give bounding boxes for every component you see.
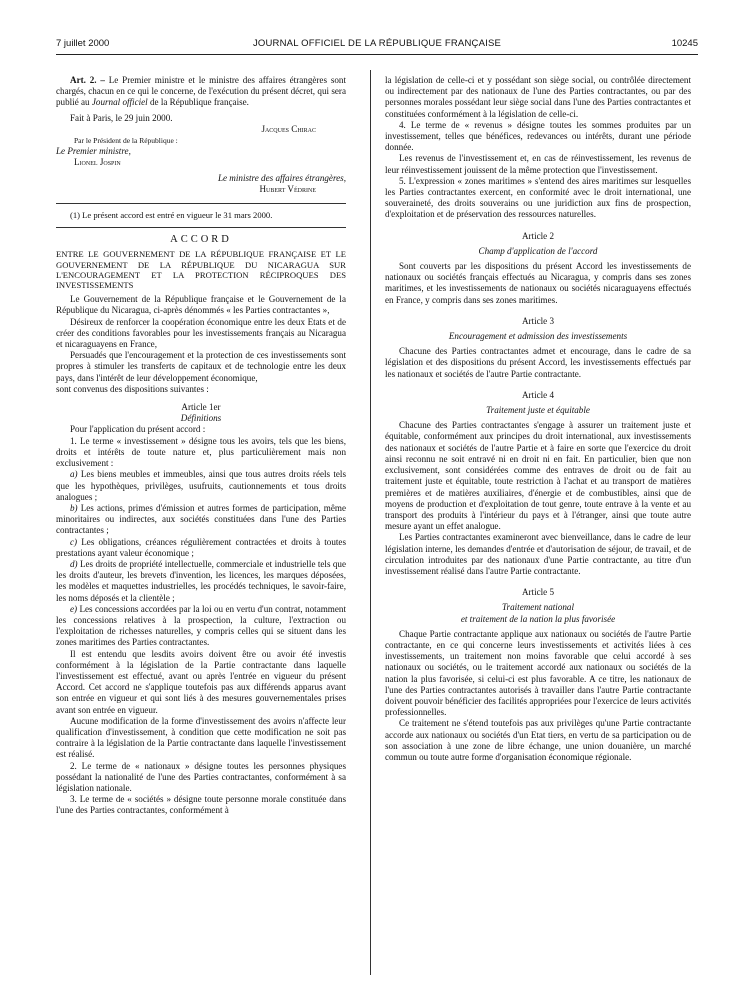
preamble-gouvernement: Le Gouvernement de la République française et le Gouvernement de la République du Nicaragua, ci-après dénommés « les Parties contractantes »,	[56, 294, 346, 316]
art2-text-b: de la République française.	[147, 97, 249, 108]
art2-text-a: Le Premier ministre et le ministre des affaires étrangères sont chargés, chacun en ce qui le concerne, de l'exécution du présent décret, qui sera publié au	[56, 75, 346, 108]
article-2-decree	[56, 75, 346, 109]
definition-2: 2. Le terme de « nationaux » désigne toutes les personnes physiques possédant la nationalité de l'une des Parties contractantes, conformément à sa législation nationale.	[56, 760, 346, 793]
page-header	[56, 38, 698, 54]
signature-vedrine: Hubert Védrine	[259, 183, 316, 194]
def-d-label: d)	[70, 558, 78, 569]
premier-ministre-label: Le Premier ministre,	[56, 146, 131, 157]
def-e-text: Les concessions accordées par la loi ou en vertu d'un contrat, notamment les concessions relatives à la prospection, la culture, l'extraction ou l'exploitation de richesses naturelles, y compris celles qui se situent dans les zones maritimes des Parties contractantes.	[56, 603, 346, 648]
preamble-persuades: Persuadés que l'encouragement et la protection de ces investissements sont propres à stimuler les transferts de capitaux et de technologie entre les deux pays, dans l'intérêt de leur développement économique,	[56, 350, 346, 383]
article-5-text-1: Chaque Partie contractante applique aux nationaux ou sociétés de l'autre Partie contractante, en ce qui concerne leurs investissements et activités liées à ces investissements, un traitement non moins favorable que celui accordé à ses nationaux ou sociétés, ou le traitement accordé aux nationaux ou sociétés de la nation la plus favorisée, si celui-ci est plus favorable. A ce titre, les nationaux de l'une des Parties contractantes autorisés à travailler dans l'autre Partie contractante doivent pouvoir bénéficier des facilités appropriées pour l'exercice de leurs activités professionnelles.	[385, 628, 691, 718]
def-c-text: Les obligations, créances régulièrement contractées et droits à toutes prestations ayant valeur économique ;	[56, 536, 346, 558]
article-1-heading	[56, 402, 346, 413]
definition-a	[56, 469, 346, 503]
article-2-heading: Article 2	[521, 230, 555, 241]
definition-5: 5. L'expression « zones maritimes » s'entend des aires maritimes sur lesquelles les Parties contractantes exercent, en conformité avec le droit international, une souveraineté, des droits souverains ou une juridiction aux fins de prospection, d'exploitation et de préservation des ressources naturelles.	[385, 175, 691, 220]
definitions-title: Définitions	[180, 413, 222, 424]
ministre-ae-label: Le ministre des affaires étrangères,	[217, 172, 346, 183]
header-title: JOURNAL OFFICIEL DE LA RÉPUBLIQUE FRANÇAISE	[252, 38, 502, 49]
article-5-text-2: Ce traitement ne s'étend toutefois pas aux privilèges qu'une Partie contractante accorde aux nationaux ou sociétés d'un Etat tiers, en vertu de sa participation ou de son association à une zone de libre échange, une union douanière, un marché commun ou toute autre forme d'organisation économique régionale.	[385, 718, 691, 762]
definition-b	[56, 503, 346, 537]
article-1-heading-text: Article 1er	[181, 402, 221, 413]
paragraph-aucune: Aucune modification de la forme d'investissement des avoirs n'affecte leur qualification d'investissement, à condition que cette modification ne soit pas contraire à la législation de la Partie contractante dans laquelle l'investissement est réalisé.	[56, 715, 346, 760]
fait-a-paris: Fait à Paris, le 29 juin 2000.	[70, 112, 173, 123]
paragraph-revenus: Les revenus de l'investissement et, en cas de réinvestissement, les revenus de leur réinvestissement jouissent de la même protection que l'investissement.	[385, 153, 691, 175]
footnote: (1) Le présent accord est entré en vigueur le 31 mars 2000.	[70, 210, 273, 221]
art2-label: Art. 2. –	[70, 75, 105, 85]
def-b-label: b)	[70, 502, 78, 513]
preamble-desireux: Désireux de renforcer la coopération économique entre les deux Etats et de créer des conditions favorables pour les investissements français au Nicaragua et nicaraguayens en France,	[56, 316, 346, 350]
article-4-title: Traitement juste et équitable	[486, 405, 590, 416]
footnote-rule	[56, 203, 346, 204]
footnote-rule-bottom	[56, 227, 346, 228]
header-page-number: 10245	[671, 38, 698, 49]
def-d-text: Les droits de propriété intellectuelle, commerciale et industrielle tels que les droits d'auteur, les brevets d'invention, les licences, les marques déposées, les modèles et maquettes industrielles, les procédés techniques, le savoir-faire, les noms déposés et la clientèle ;	[56, 558, 346, 603]
par-le-president: Par le Président de la République :	[74, 136, 178, 146]
article-5-title-b: et traitement de la nation la plus favorisée	[460, 613, 616, 624]
def-e-label: e)	[70, 603, 78, 614]
signature-jospin: Lionel Jospin	[74, 157, 121, 168]
article-3-title: Encouragement et admission des investissements	[448, 331, 628, 342]
article-5-heading: Article 5	[521, 587, 555, 598]
article-4-text-2: Les Parties contractantes examineront avec bienveillance, dans le cadre de leur législation interne, les demandes d'entrée et d'autorisation de séjour, de travail, et de circulation introduites par des nationaux d'une Partie contractante, au titre d'un investissement réalisé dans l'autre Partie contractante.	[385, 532, 691, 576]
def-a-text: Les biens meubles et immeubles, ainsi que tous autres droits réels tels que les hypothèques, privilèges, usufruits, cautionnements et tous droits analogues ;	[56, 469, 346, 502]
right-column	[385, 75, 691, 763]
article-2-title: Champ d'application de l'accord	[478, 245, 598, 256]
definition-1: 1. Le terme « investissement » désigne tous les avoirs, tels que les biens, droits et intérêts de toute nature et, plus particulièrement mais non exclusivement :	[56, 435, 346, 469]
header-rule	[56, 54, 698, 55]
pour-application: Pour l'application du présent accord :	[70, 424, 206, 435]
definition-3: 3. Le terme de « sociétés » désigne toute personne morale constituée dans l'une des Parties contractantes, conformément à	[56, 794, 346, 816]
journal-officiel-ref: Journal officiel	[91, 97, 148, 108]
header-date: 7 juillet 2000	[56, 38, 110, 49]
article-4-heading: Article 4	[521, 389, 555, 400]
def-a-label: a)	[70, 469, 78, 480]
signature-chirac: Jacques Chirac	[261, 123, 316, 134]
definition-4: 4. Le terme de « revenus » désigne toutes les sommes produites par un investissement, telles que bénéfices, redevances ou intérêts, durant une période donnée.	[385, 119, 691, 153]
definition-d	[56, 559, 346, 604]
def-c-label: c)	[70, 536, 78, 547]
left-column	[56, 75, 346, 817]
def-b-text: Les actions, primes d'émission et autres formes de participation, même minoritaires ou indirectes, aux sociétés constituées dans l'une des Parties contractantes ;	[56, 502, 346, 536]
accord-title: ACCORD	[170, 234, 232, 246]
definition-e	[56, 604, 346, 649]
accord-subtitle: ENTRE LE GOUVERNEMENT DE LA RÉPUBLIQUE FRANÇAISE ET LE GOUVERNEMENT DE LA RÉPUBLIQUE DU NICARAGUA SUR L'ENCOURAGEMENT ET LA PROTECTION RÉCIPROQUES DES INVESTISSEMENTS	[56, 249, 346, 291]
paragraph-entendu: Il est entendu que lesdits avoirs doivent être ou avoir été investis conformément à la législation de la Partie contractante dans laquelle l'investissement est effectué, avant ou après l'entrée en vigueur du présent Accord. Cet accord ne s'applique toutefois pas aux différends apparus avant son entrée en vigueur et qui sont liés à des mesures gouvernementales prises avant son entrée en vigueur.	[56, 648, 346, 715]
article-3-heading: Article 3	[521, 315, 555, 326]
column-divider	[370, 70, 371, 975]
article-2-text: Sont couverts par les dispositions du présent Accord les investissements de nationaux ou sociétés français effectués au Nicaragua, y compris dans ses zones maritimes, et les investissements de nationaux ou sociétés nicaraguayens effectués en France, y compris dans ses zones maritimes.	[385, 261, 691, 305]
definition-3-continued: la législation de celle-ci et y possédant son siège social, ou contrôlée directement ou indirectement par des nationaux de l'une des Parties contractantes, ou par des personnes morales possédant leur siège social dans l'une des Parties contractantes et constituées conformément à la législation de celle-ci.	[385, 75, 691, 119]
article-3-text: Chacune des Parties contractantes admet et encourage, dans le cadre de sa législation et des dispositions du présent Accord, les investissements effectués par les nationaux et sociétés de l'autre Partie contractante.	[385, 346, 691, 379]
definition-c	[56, 537, 346, 559]
article-5-title-a: Traitement national	[502, 602, 574, 613]
preamble-convenus: sont convenus des dispositions suivantes :	[56, 383, 209, 394]
article-4-text-1: Chacune des Parties contractantes s'engage à assurer un traitement juste et équitable, conformément aux principes du droit international, aux investissements des nationaux et sociétés de l'autre Partie et à faire en sorte que l'exercice du droit ainsi reconnu ne soit entravé ni en droit ni en fait. En particulier, bien que non exclusivement, sont considérées comme des entraves de droit ou de fait au traitement juste et équitable, toute restriction à l'achat et au transport de matières premières et de matières auxiliaires, d'énergie et de combustibles, ainsi que de moyens de production et d'exploitation de tout genre, toute entrave à la vente et au transport des produits à l'intérieur du pays et à l'étranger, ainsi que toute autre mesure ayant un effet analogue.	[385, 420, 691, 532]
